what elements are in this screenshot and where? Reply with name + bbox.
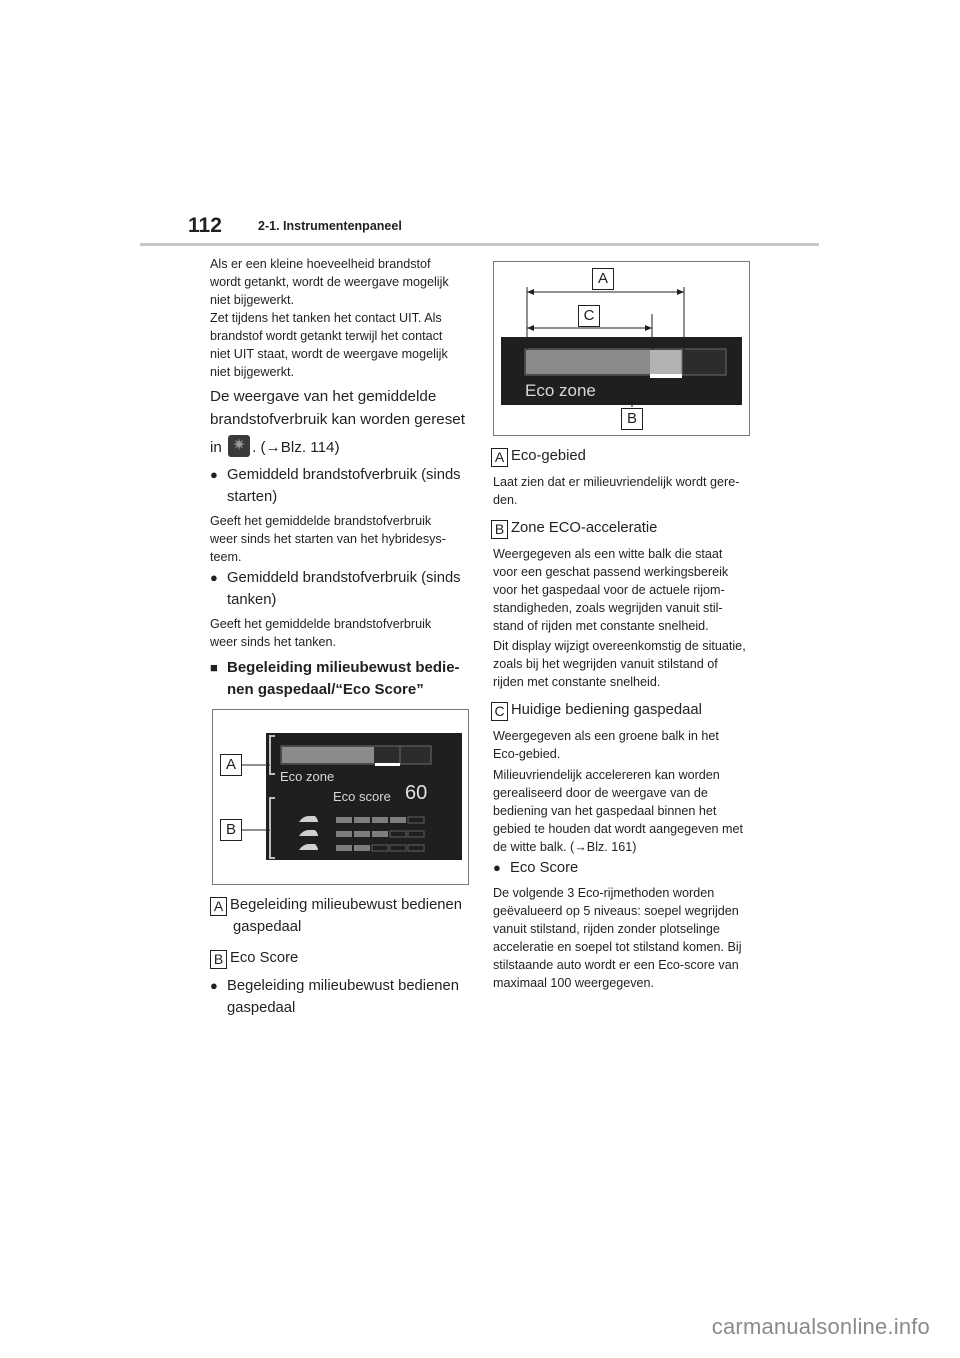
page-number: 112 xyxy=(188,214,222,237)
bullet-icon: ● xyxy=(493,860,501,875)
current-accelerator-bar xyxy=(526,350,650,374)
bullet-icon: ● xyxy=(210,978,218,993)
item-c-desc-1: Weergegeven als een groene balk in het Eco-gebied. xyxy=(493,729,719,761)
item-a-guidance: A Begeleiding milieubewust bedienen gaspedaal xyxy=(210,894,503,938)
bullet-avg-since-refuel: ● Gemiddeld brandstofverbruik (sinds tanken) xyxy=(210,567,497,611)
eco-accel-zone xyxy=(375,763,400,766)
item-label-c: C xyxy=(491,702,508,721)
eco-score-diagram xyxy=(212,709,469,885)
eco-score-label: Eco score xyxy=(333,789,391,804)
section-title: 2-1. Instrumentenpaneel xyxy=(258,219,402,233)
item-label-a: A xyxy=(491,448,508,467)
eco-zone-diagram xyxy=(493,261,750,436)
bullet-avg-since-start-desc: Geeft het gemiddelde brandstofverbruik weer sinds het starten van het hybridesys- teem. xyxy=(210,514,446,564)
item-a-eco-area: A Eco-gebied xyxy=(491,445,751,467)
item-c-accelerator: C Huidige bediening gaspedaal xyxy=(491,699,751,721)
text-line: niet UIT staat, wordt de weergave mogelijk xyxy=(210,347,448,361)
item-b-eco-accel: B Zone ECO-acceleratie xyxy=(491,517,751,539)
text-line: De weergave van het gemiddelde xyxy=(210,388,437,405)
intro-paragraph xyxy=(210,255,470,381)
text-line: brandstofverbruik kan worden gereset xyxy=(210,411,465,428)
eco-zone-label: Eco zone xyxy=(525,381,596,400)
diagram-label-b: B xyxy=(621,408,643,430)
bullet-icon: ● xyxy=(210,570,218,585)
header-rule xyxy=(140,243,819,246)
item-a-desc: Laat zien dat er milieuvriendelijk wordt gere- den. xyxy=(493,475,740,507)
text-line: wordt getankt, wordt de weergave mogelijk xyxy=(210,275,449,289)
eco-zone-bar xyxy=(282,747,374,763)
text-line: in ✷ . (→Blz. 114) xyxy=(210,435,480,459)
eco-score-value: 60 xyxy=(405,782,428,804)
eco-accel-zone xyxy=(650,374,682,378)
eco-zone-label: Eco zone xyxy=(280,769,335,784)
diagram-label-a: A xyxy=(220,754,242,776)
text-line: niet bijgewerkt. xyxy=(210,365,294,379)
bullet-icon: ● xyxy=(210,467,218,482)
eco-score-desc: De volgende 3 Eco-rijmethoden worden geëvalueerd op 5 niveaus: soepel wegrijden vanuit stilstand, rijden zonder plotselinge acceleratie en soepel tot stilstand komen. Bij stilstaande auto wordt er een Eco-score van maximaal 100 weergegeven. xyxy=(493,886,742,990)
text-line: brandstof wordt getankt terwijl het contact xyxy=(210,329,443,343)
item-b-desc-2: Dit display wijzigt overeenkomstig de situatie, zoals bij het wegrijden vanuit stilstand of rijden met constante snelheid. xyxy=(493,639,746,689)
gear-icon xyxy=(228,435,250,457)
text-line: Als er een kleine hoeveelheid brandstof xyxy=(210,257,431,271)
bullet-avg-since-refuel-desc: Geeft het gemiddelde brandstofverbruik weer sinds het tanken. xyxy=(210,617,432,649)
reset-paragraph xyxy=(210,385,480,459)
text-line: niet bijgewerkt. xyxy=(210,293,294,307)
bullet-eco-score: ● Eco Score xyxy=(493,857,770,879)
diagram-label-b: B xyxy=(220,819,242,841)
item-label-a: A xyxy=(210,897,227,916)
eco-area-bar xyxy=(650,350,682,374)
item-label-b: B xyxy=(491,520,508,539)
square-bullet-icon: ■ xyxy=(210,660,218,675)
diagram-label-c: C xyxy=(578,305,600,327)
section-heading-eco: ■ Begeleiding milieubewust bedie- nen gaspedaal/“Eco Score” xyxy=(210,659,460,698)
watermark: carmanualsonline.info xyxy=(711,1314,930,1339)
diagram-label-a: A xyxy=(592,268,614,290)
item-label-b: B xyxy=(210,950,227,969)
item-b-desc-1: Weergegeven als een witte balk die staat voor een geschat passend werkingsbereik voor het gaspedaal voor de actuele rijom- standigheden, zoals wegrijden vanuit stil- stand of rijden met constante snelheid. xyxy=(493,547,729,633)
item-b-eco-score: B Eco Score xyxy=(210,947,503,969)
bullet-guidance: ● Begeleiding milieubewust bedienen gaspedaal xyxy=(210,975,497,1019)
item-c-desc-2: Milieuvriendelijk accelereren kan worden gerealiseerd door de weergave van de bediening van het gaspedaal binnen het gebied te houden dat wordt aangegeven met de witte balk. (→Blz. 161) xyxy=(493,768,743,854)
bullet-avg-since-start: ● Gemiddeld brandstofverbruik (sinds starten) xyxy=(210,464,497,508)
text-line: Zet tijdens het tanken het contact UIT. Als xyxy=(210,311,442,325)
